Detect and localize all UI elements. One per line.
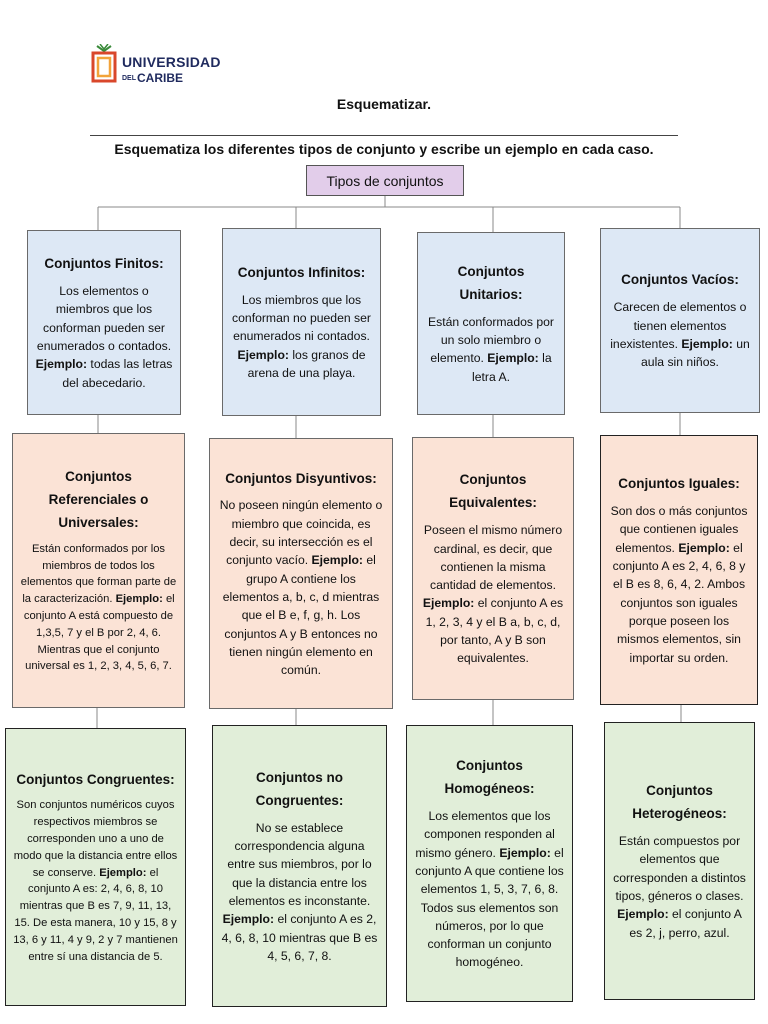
set-title: Conjuntos Unitarios: (457, 263, 525, 302)
set-example: el conjunto A es 2, j, perro, azul. (629, 907, 742, 940)
set-description (420, 521, 566, 667)
set-box-5 (12, 433, 185, 708)
example-label: Ejemplo: (237, 347, 289, 362)
set-definition: No se establece correspondencia alguna entre sus miembros, por lo que la distancia entre los elementos es inconstante. (227, 820, 372, 908)
example-label: Ejemplo: (487, 351, 539, 366)
set-example: el conjunto A está compuesto de 1,3,5, 7 y el B por 2, 4, 6. Mientras que el conjunto universal es 1, 2, 3, 4, 5, 6, 7. (23, 593, 175, 673)
set-title: Conjuntos Equivalentes: (449, 472, 537, 511)
set-description (217, 496, 385, 679)
set-definition: Carecen de elementos o tienen elementos inexistentes. (610, 300, 747, 351)
set-title: Conjuntos Iguales: (618, 476, 740, 492)
set-definition: No poseen ningún elemento o miembro que coincida, es decir, su intersección es el conjunto vacío. (219, 498, 383, 568)
example-label: Ejemplo: (681, 336, 733, 351)
set-definition: Poseen el mismo número cardinal, es decir, que contienen la misma cantidad de elementos. (423, 523, 563, 593)
set-definition: Son conjuntos numéricos cuyos respectivos miembros se corresponden uno a uno de modo que la distancia entre ellos se conserve. (13, 799, 178, 879)
set-box-3 (417, 232, 565, 415)
set-definition: Los elementos o miembros que los conforman pueden ser enumerados o contados. (36, 284, 172, 353)
set-example: el conjunto A que contiene los elementos 1, 5, 3, 7, 6, 8. Todos sus elementos son números, por lo que conforman un conjunto homogéneo. (415, 845, 564, 970)
set-example: el grupo A contiene los elementos a, b, c, d mientras que el B e, f, g, h. Los conjuntos A y B entonces no tienen ningún elemento en común. (222, 553, 380, 678)
set-title: Conjuntos Disyuntivos: (225, 470, 377, 486)
set-definition: Los miembros que los conforman no pueden ser enumerados ni contados. (232, 292, 371, 344)
set-description (414, 807, 565, 972)
example-label: Ejemplo: (311, 553, 363, 568)
set-description (425, 313, 557, 386)
set-description (20, 541, 177, 675)
example-label: Ejemplo: (499, 845, 551, 860)
logo-text-del: DEL (122, 75, 136, 82)
set-description (608, 298, 752, 371)
set-example: los granos de arena de una playa. (247, 347, 366, 380)
set-box-7 (412, 437, 574, 700)
set-box-8 (600, 435, 758, 705)
example-label: Ejemplo: (422, 596, 475, 611)
set-definition: Están compuestos por elementos que corresponden a distintos tipos, géneros o clases. (613, 834, 746, 903)
set-box-4 (600, 228, 760, 413)
set-description (35, 282, 173, 392)
set-example: el conjunto A es: 2, 4, 6, 8, 10 mientras que B es 7, 9, 11, 13, 15. De esta manera, 10 y 15, 8 y 13, 6 y 11, 4 y 9, 2 y 7 mantienen entre sí una distancia de 5. (13, 866, 178, 963)
set-box-2 (222, 228, 381, 416)
set-description (612, 832, 747, 942)
set-example: la letra A. (472, 351, 552, 384)
set-title: Conjuntos Vacíos: (621, 272, 739, 288)
set-example: un aula sin niños. (641, 336, 750, 370)
set-description (230, 291, 373, 382)
set-title: Conjuntos Referenciales o Universales: (48, 468, 149, 530)
set-example: el conjunto A es 1, 2, 3, 4 y el B a, b, c, d, por tanto, A y B son equivalentes. (425, 596, 564, 666)
set-box-11 (406, 725, 573, 1002)
set-example: el conjunto A es 2, 4, 6, 8 y el B es 8, 6, 4, 2. Ambos conjuntos son iguales porque poseen los mismos elementos, sin importar su orden. (612, 540, 746, 665)
set-title: Conjuntos Infinitos: (237, 264, 366, 280)
logo-text-universidad: UNIVERSIDAD (122, 54, 221, 70)
set-example: el conjunto A es 2, 4, 6, 8, 10 mientras que B es 4, 5, 6, 7, 8. (221, 912, 378, 963)
set-title: Conjuntos Finitos: (44, 256, 164, 272)
example-label: Ejemplo: (99, 866, 147, 879)
set-example: todas las letras del abecedario. (62, 357, 173, 390)
set-title: Conjuntos Congruentes: (16, 771, 175, 787)
set-description (220, 819, 379, 965)
set-box-6 (209, 438, 393, 709)
set-title: Conjuntos no Congruentes: (255, 769, 344, 808)
set-definition: Están conformados por los miembros de todos los elementos que forman parte de la caracterización. (20, 542, 177, 606)
set-box-1 (27, 230, 181, 415)
set-box-9 (5, 728, 186, 1006)
root-node: Tipos de conjuntos (306, 165, 464, 196)
set-description (608, 502, 750, 667)
set-definition: Los elementos que los componen responden al mismo género. (415, 809, 555, 860)
example-label: Ejemplo: (678, 540, 730, 555)
set-definition: Son dos o más conjuntos que contienen iguales elementos. (610, 504, 748, 555)
page-title: Esquematizar. (336, 96, 432, 112)
set-definition: Están conformados por un solo miembro o elemento. (427, 314, 554, 366)
example-label: Ejemplo: (222, 912, 275, 927)
set-description (13, 797, 178, 965)
set-box-12 (604, 722, 755, 1000)
set-title: Conjuntos Heterogéneos: (632, 783, 727, 822)
example-label: Ejemplo: (115, 593, 163, 606)
example-label: Ejemplo: (35, 357, 88, 372)
logo-text-caribe-word: CARIBE (137, 71, 184, 85)
set-box-10 (212, 725, 387, 1007)
set-title: Conjuntos Homogéneos: (444, 758, 535, 797)
example-label: Ejemplo: (617, 907, 669, 922)
instruction-text: Esquematiza los diferentes tipos de conjunto y escribe un ejemplo en cada caso. (114, 141, 654, 157)
